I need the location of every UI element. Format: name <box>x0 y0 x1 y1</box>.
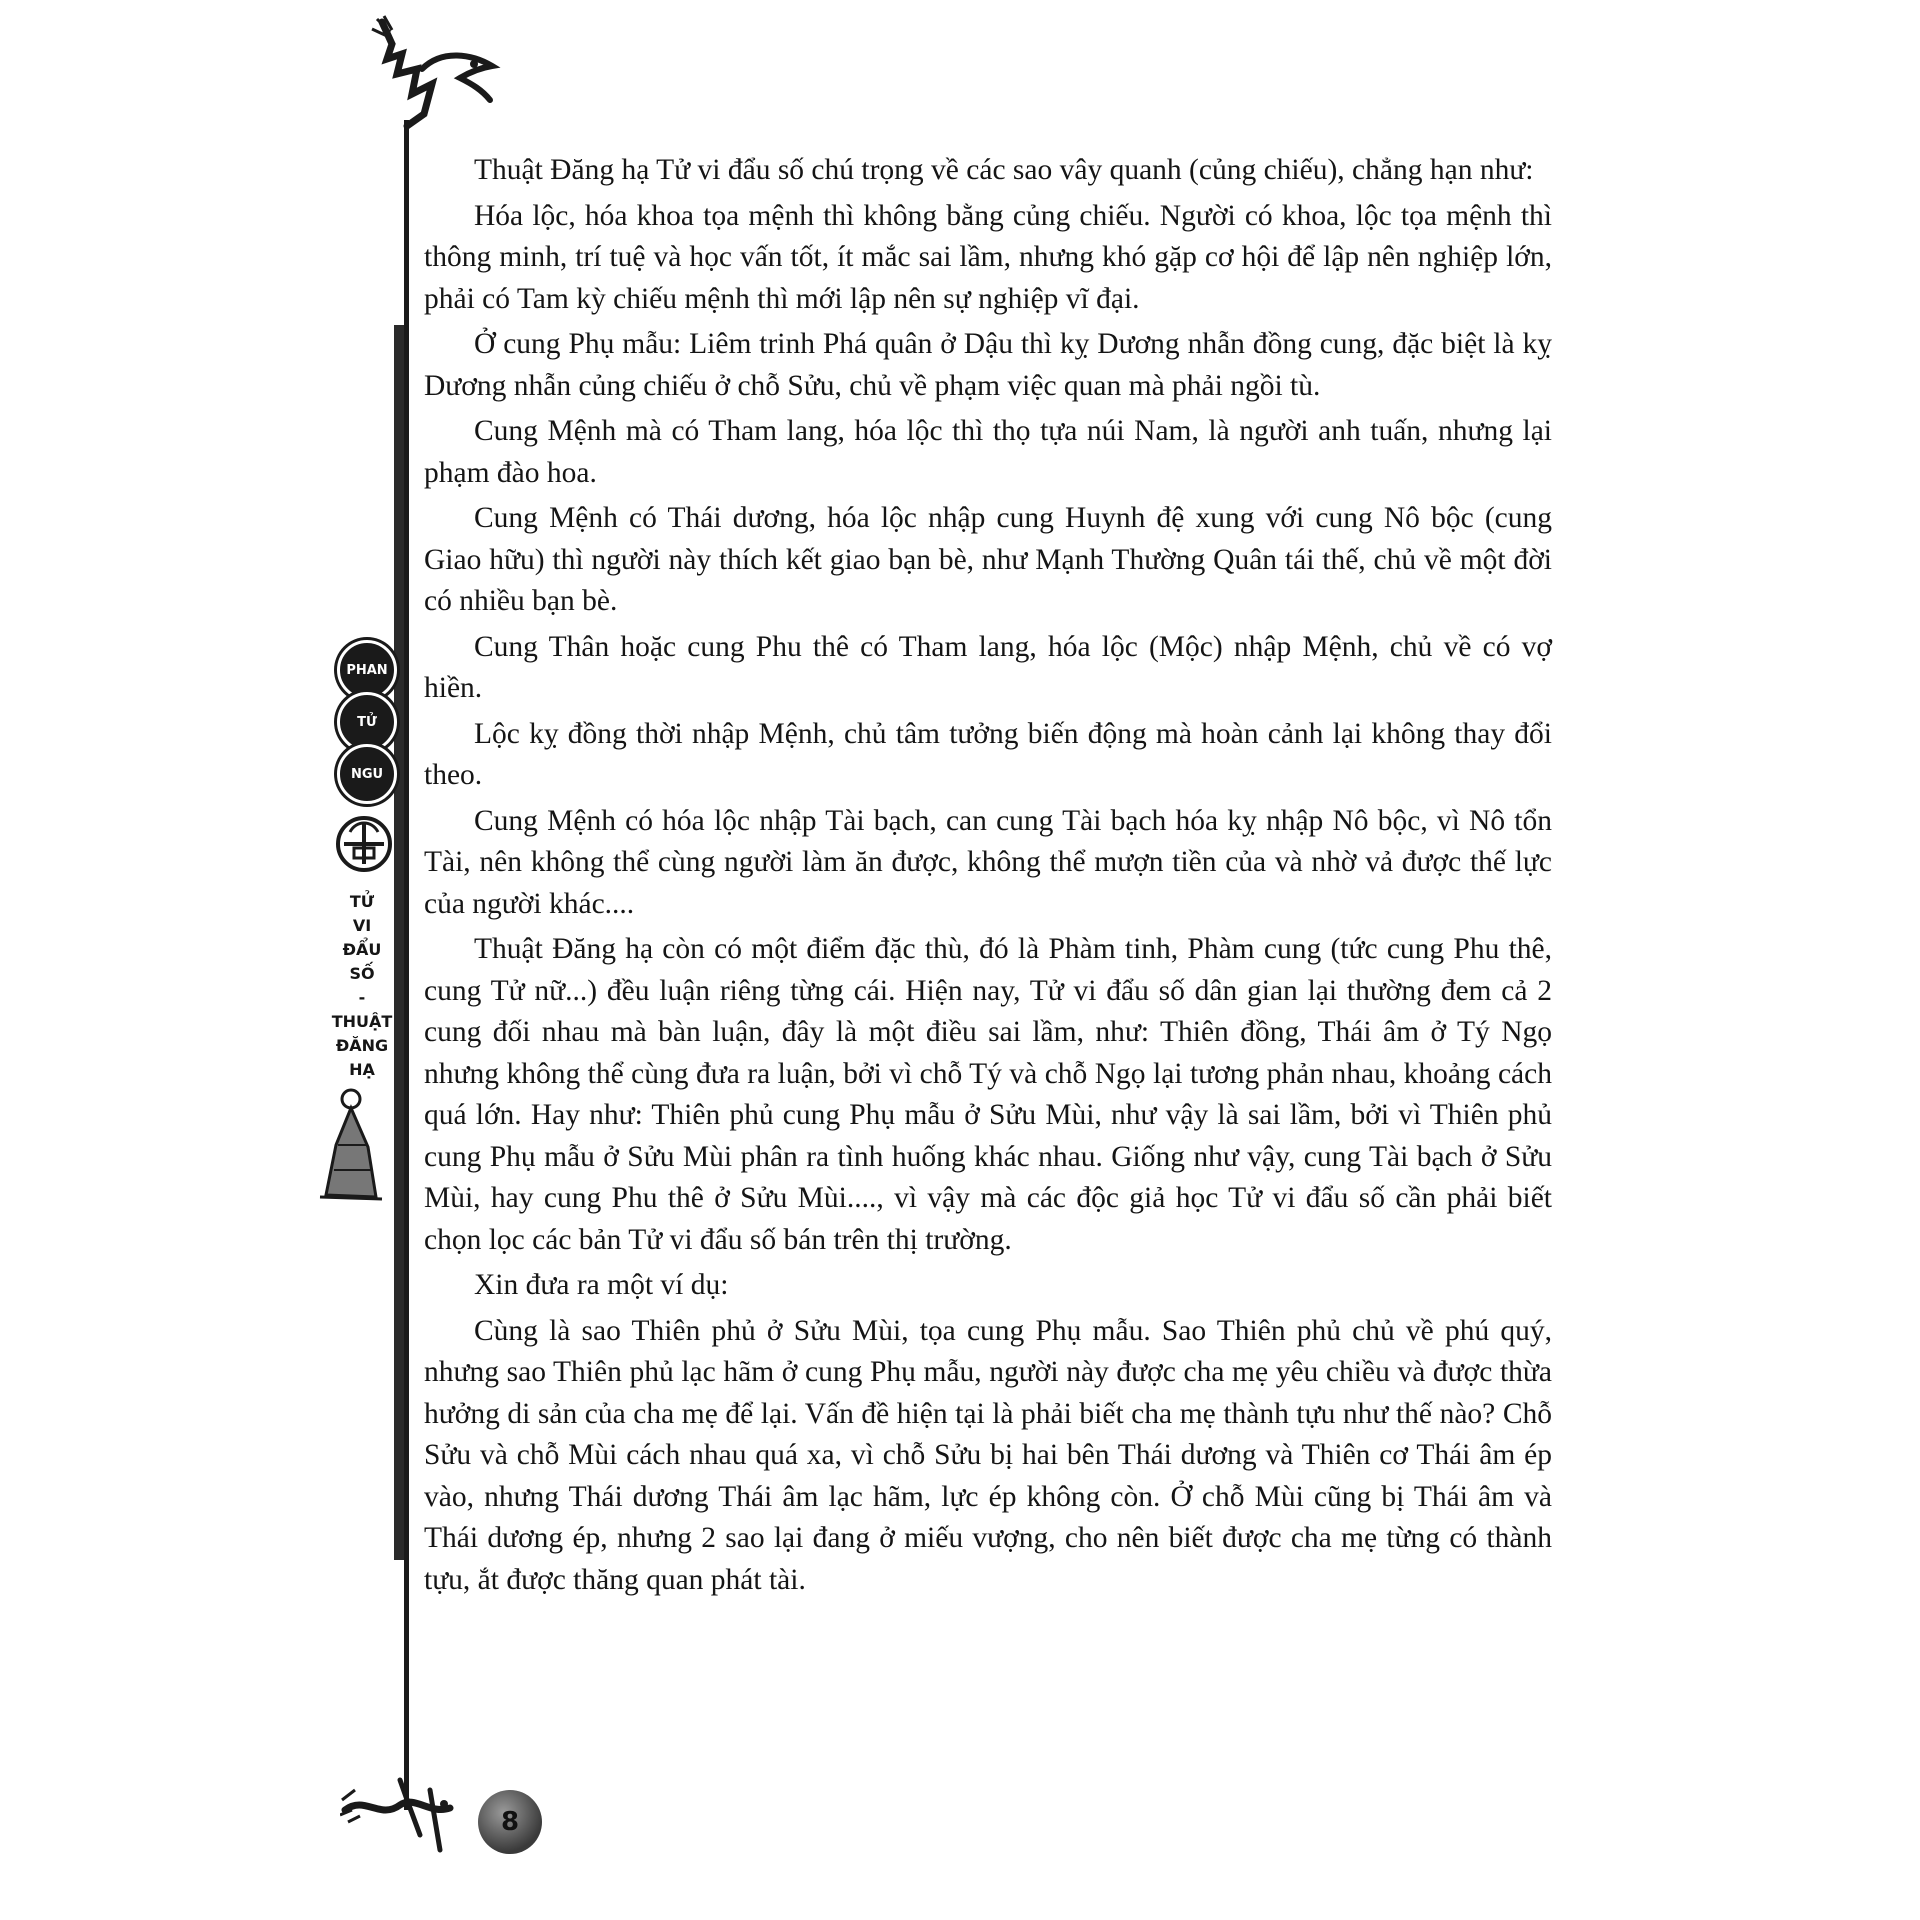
side-title-line: SỐ <box>349 964 375 983</box>
dragon-icon <box>340 1760 490 1860</box>
side-title-line: VI <box>352 916 372 935</box>
paragraph: Hóa lộc, hóa khoa tọa mệnh thì không bằng củng chiếu. Người có khoa, lộc tọa mệnh thì thông minh, trí tuệ và học vấn tốt, ít mắc sai lầm, nhưng khó gặp cơ hội để lập nên nghiệp lớn, phải có Tam kỳ chiếu mệnh thì mới lập nên sự nghiệp vĩ đại. <box>424 199 1552 315</box>
sage-figure-icon <box>316 1085 386 1205</box>
paragraph: Cung Mệnh mà có Tham lang, hóa lộc thì thọ tựa núi Nam, là người anh tuấn, nhưng lại phạm đào hoa. <box>424 415 1552 489</box>
paragraph: Thuật Đăng hạ còn có một điểm đặc thù, đó là Phàm tinh, Phàm cung (tức cung Phu thê, cung Tử nữ...) đều luận riêng từng cái. Hiện nay, Tử vi đẩu số dân gian lại thường đem cả 2 cung đối nhau mà bàn luận, đây là một điều sai lầm, như: Thiên đồng, Thái âm ở Tý Ngọ nhưng không thể cùng đưa ra luận, bởi vì chỗ Tý và chỗ Ngọ lại tương phản nhau, khoảng cách quá lớn. Hay như: Thiên phủ cung Phụ mẫu ở Sửu Mùi, như vậy là sai lầm, bởi vì Thiên phủ cung Phụ mẫu ở Sửu Mùi phân ra tình huống khác nhau. Giống như vậy, cung Tài bạch ở Sửu Mùi, hay cung Phu thê ở Sửu Mùi...., vì vậy mà các độc giả học Tử vi đẩu số cần phải biết chọn lọc các bản Tử vi đẩu số bán trên thị trường. <box>424 933 1552 1256</box>
page-number: 8 <box>478 1790 542 1854</box>
side-badge-1: PHAN <box>337 640 397 700</box>
side-title <box>322 890 402 1082</box>
paragraph: Cung Thân hoặc cung Phu thê có Tham lang, hóa lộc (Mộc) nhập Mệnh, chủ về có vợ hiền. <box>424 630 1552 704</box>
paragraph: Cung Mệnh có Thái dương, hóa lộc nhập cung Huynh đệ xung với cung Nô bộc (cung Giao hữu) thì người này thích kết giao bạn bè, như Mạnh Thường Quân tái thế, chủ về một đời có nhiều bạn bè. <box>424 502 1552 617</box>
side-title-line: - <box>358 988 366 1007</box>
left-border-rule <box>404 120 409 1810</box>
paragraph: Cung Mệnh có hóa lộc nhập Tài bạch, can cung Tài bạch hóa kỵ nhập Nô bộc, vì Nô tổn Tài, nên không thể cùng người làm ăn được, không thể mượn tiền của và nhờ vả được thế lực của người khác.... <box>424 804 1552 920</box>
paragraph: Thuật Đăng hạ Tử vi đẩu số chú trọng về các sao vây quanh (củng chiếu), chẳng hạn như: <box>474 154 1534 186</box>
paragraph: Ở cung Phụ mẫu: Liêm trinh Phá quân ở Dậu thì kỵ Dương nhẫn đồng cung, đặc biệt là kỵ Dương nhẫn củng chiếu ở chỗ Sửu, chủ về phạm việc quan mà phải ngồi tù. <box>424 328 1552 402</box>
side-badge-2: TỬ <box>337 692 397 752</box>
side-badge-3: NGU <box>337 744 397 804</box>
ornament-icon <box>334 812 394 872</box>
body-text <box>424 150 1552 1605</box>
paragraph: Lộc kỵ đồng thời nhập Mệnh, chủ tâm tưởng biến động mà hoàn cảnh lại không thay đổi theo. <box>424 717 1552 791</box>
side-title-line: TỬ <box>349 892 375 911</box>
dragon-icon <box>362 14 512 134</box>
side-title-line: THUẬT <box>331 1012 393 1031</box>
side-title-line: ĐẨU <box>342 940 382 959</box>
side-title-line: HẠ <box>349 1060 375 1079</box>
side-title-line: ĐĂNG <box>335 1036 389 1055</box>
paragraph: Cùng là sao Thiên phủ ở Sửu Mùi, tọa cung Phụ mẫu. Sao Thiên phủ chủ về phú quý, nhưng sao Thiên phủ lạc hãm ở cung Phụ mẫu, người này được cha mẹ yêu chiều và được thừa hưởng di sản của cha mẹ để lại. Vấn đề hiện tại là phải biết cha mẹ thành tựu như thế nào? Chỗ Sửu và chỗ Mùi cách nhau quá xa, vì chỗ Sửu bị hai bên Thái dương và Thiên cơ Thái âm ép vào, nhưng Thái dương Thái âm lạc hãm, lực ép không còn. Ở chỗ Mùi cũng bị Thái âm và Thái dương ép, nhưng 2 sao lại đang ở miếu vượng, cho nên biết được cha mẹ từng có thành tựu, ắt được thăng quan phát tài. <box>424 1314 1552 1596</box>
paragraph: Xin đưa ra một ví dụ: <box>474 1269 729 1301</box>
